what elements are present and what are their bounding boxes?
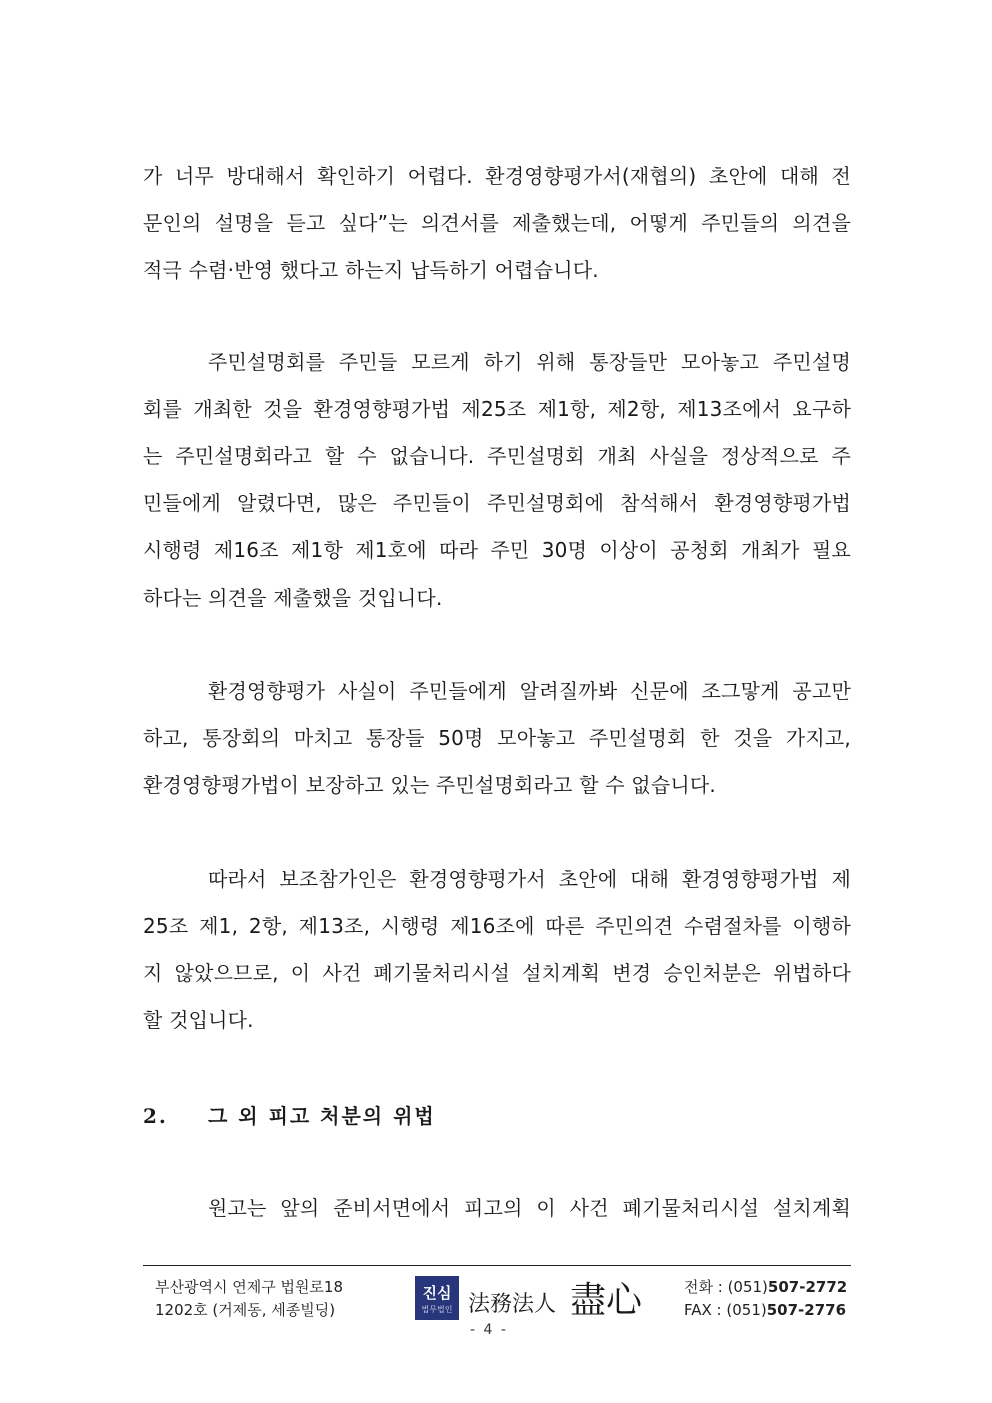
body-line: 하다는 의견을 제출했을 것입니다. (143, 586, 443, 610)
footer-address-line2: 1202호 (거제동, 세종빌딩) (155, 1301, 336, 1319)
body-line: 하고, 통장회의 마치고 통장들 50명 모아놓고 주민설명회 한 것을 가지고, (143, 726, 851, 750)
section-number: 2. (143, 1104, 168, 1128)
body-line: 민들에게 알렸다면, 많은 주민들이 주민설명회에 참석해서 환경영향평가법 (143, 491, 851, 515)
fax-number: 507-2776 (766, 1301, 847, 1319)
body-line: 따라서 보조참가인은 환경영향평가서 초안에 대해 환경영향평가법 제 (208, 867, 851, 891)
body-line: 지 않았으므로, 이 사건 폐기물처리시설 설치계획 변경 승인처분은 위법하다 (143, 961, 851, 985)
page-number: - 4 - (470, 1322, 508, 1338)
fax-label: FAX : (051) (684, 1301, 767, 1319)
firm-name-big: 盡心 (570, 1280, 643, 1321)
footer-fax (684, 1300, 846, 1320)
body-line: 는 주민설명회라고 할 수 없습니다. 주민설명회 개최 사실을 정상적으로 주 (143, 444, 851, 468)
firm-logo-sub: 법무법인 (421, 1305, 453, 1314)
body-line: 원고는 앞의 준비서면에서 피고의 이 사건 폐기물처리시설 설치계획 (208, 1196, 851, 1220)
firm-name-small: 法務法人 (468, 1292, 557, 1317)
phone-label: 전화 : (051) (684, 1278, 768, 1296)
firm-logo-main: 진심 (422, 1284, 452, 1302)
footer-address-line1: 부산광역시 연제구 법원로18 (155, 1278, 344, 1296)
body-line: 환경영향평가법이 보장하고 있는 주민설명회라고 할 수 없습니다. (143, 773, 716, 797)
footer-divider (143, 1265, 851, 1266)
body-line: 회를 개최한 것을 환경영향평가법 제25조 제1항, 제2항, 제13조에서 요구하 (143, 397, 851, 421)
body-line: 주민설명회를 주민들 모르게 하기 위해 통장들만 모아놓고 주민설명 (208, 350, 851, 374)
body-line: 시행령 제16조 제1항 제1호에 따라 주민 30명 이상이 공청회 개최가 필요 (143, 538, 851, 562)
footer-phone (684, 1277, 847, 1297)
body-line: 가 너무 방대해서 확인하기 어렵다. 환경영향평가서(재협의) 초안에 대해 전 (143, 164, 851, 188)
body-line: 할 것입니다. (143, 1008, 254, 1032)
body-line: 환경영향평가 사실이 주민들에게 알려질까봐 신문에 조그맣게 공고만 (208, 679, 851, 703)
firm-logo (415, 1276, 459, 1320)
phone-number: 507-2772 (767, 1278, 848, 1296)
body-line: 문인의 설명을 듣고 싶다”는 의견서를 제출했는데, 어떻게 주민들의 의견을 (143, 211, 851, 235)
section-heading: 그 외 피고 처분의 위법 (208, 1104, 436, 1128)
body-line: 적극 수렴·반영 했다고 하는지 납득하기 어렵습니다. (143, 258, 599, 282)
body-line: 25조 제1, 2항, 제13조, 시행령 제16조에 따른 주민의견 수렴절차를 이행하 (143, 914, 851, 938)
